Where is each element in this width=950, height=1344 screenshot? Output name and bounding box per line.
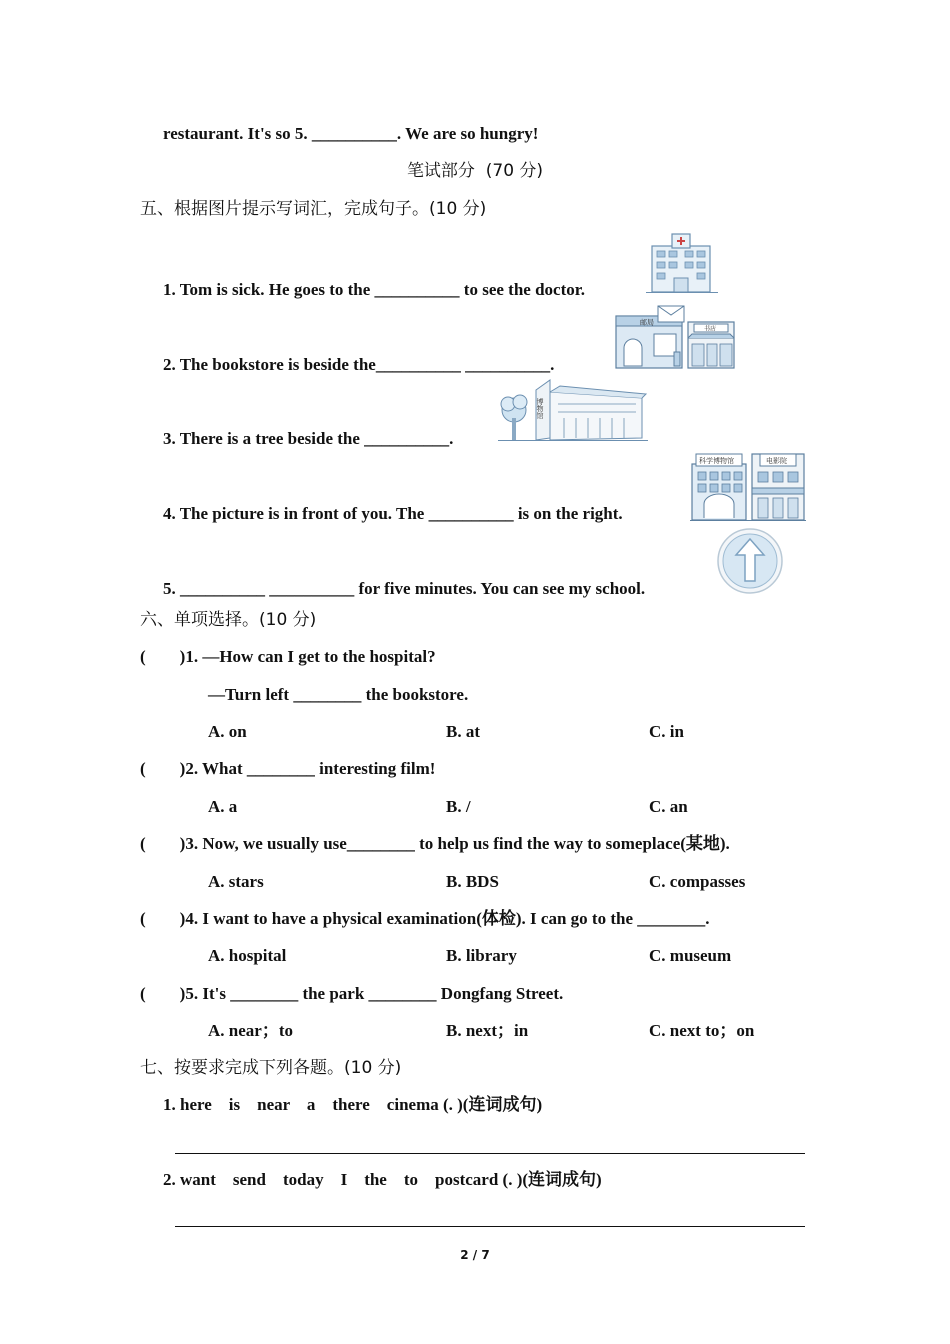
s5-item-1: 1. Tom is sick. He goes to the __________ to see the doctor. [163, 280, 585, 299]
s6-q2-option-a: A. a [208, 797, 238, 816]
s6-q5-option-a: A. near；to [208, 1021, 293, 1040]
s5-item-5: 5. __________ __________ for five minutes. You can see my school. [163, 579, 646, 598]
s6-q4-option-b: B. library [446, 946, 517, 965]
s6-q2-stem: ( )2. What ________ interesting film! [140, 759, 436, 778]
s6-q5-option-c: C. next to；on [649, 1021, 755, 1040]
s6-q4-stem: ( )4. I want to have a physical examination(体检). I can go to the ________. [140, 909, 710, 928]
s6-q3-option-a: A. stars [208, 872, 264, 891]
s7-answer-line-1[interactable] [175, 1153, 805, 1154]
continued-line: restaurant. It's so 5. __________. We are so hungry! [163, 124, 539, 143]
s7-item-2: 2. want send today I the to postcard (. )(连词成句) [163, 1170, 602, 1189]
section7-heading: 七、按要求完成下列各题。(10 分) [140, 1058, 402, 1078]
science-museum-label: 科学博物馆 [699, 457, 734, 465]
s6-q4-option-a: A. hospital [208, 946, 287, 965]
s5-item-2: 2. The bookstore is beside the__________ __________. [163, 355, 555, 374]
s6-q5-stem: ( )5. It's ________ the park ________ Dongfang Street. [140, 984, 564, 1003]
museum-label: 博物馆 [536, 398, 544, 419]
museum-tree-picture [498, 378, 648, 442]
s6-q4-option-c: C. museum [649, 946, 732, 965]
s7-item-1: 1. here is near a there cinema (. )(连词成句) [163, 1095, 543, 1114]
s6-q3-stem: ( )3. Now, we usually use________ to help us find the way to someplace(某地). [140, 834, 730, 853]
s6-q2-option-b: B. / [446, 797, 471, 816]
post-office-bookstore-picture [614, 304, 736, 370]
science-museum-cinema-picture [690, 452, 806, 522]
s6-q2-option-c: C. an [649, 797, 688, 816]
bookstore-label: 书店 [704, 325, 717, 333]
cinema-label: 电影院 [766, 457, 787, 465]
s6-q5-option-b: B. next；in [446, 1021, 529, 1040]
go-straight-sign [716, 527, 784, 595]
hospital-picture [646, 232, 718, 294]
section6-heading: 六、单项选择。(10 分) [140, 610, 317, 630]
s6-q3-option-c: C. compasses [649, 872, 746, 891]
s7-answer-line-2[interactable] [175, 1226, 805, 1227]
page-number: 2 / 7 [460, 1248, 490, 1262]
s6-q1-stem: ( )1. —How can I get to the hospital? [140, 647, 436, 666]
s6-q1-option-b: B. at [446, 722, 480, 741]
s6-q1-option-c: C. in [649, 722, 684, 741]
s6-q3-option-b: B. BDS [446, 872, 499, 891]
written-part-title: 笔试部分 (70 分) [406, 161, 544, 181]
s6-q1-option-a: A. on [208, 722, 247, 741]
s5-item-3: 3. There is a tree beside the __________. [163, 429, 454, 448]
s6-q1-stem2: —Turn left ________ the bookstore. [208, 685, 469, 704]
section5-heading: 五、根据图片提示写词汇，完成句子。(10 分) [140, 199, 487, 219]
s5-item-4: 4. The picture is in front of you. The __________ is on the right. [163, 504, 623, 523]
post-office-label: 邮局 [640, 318, 654, 327]
